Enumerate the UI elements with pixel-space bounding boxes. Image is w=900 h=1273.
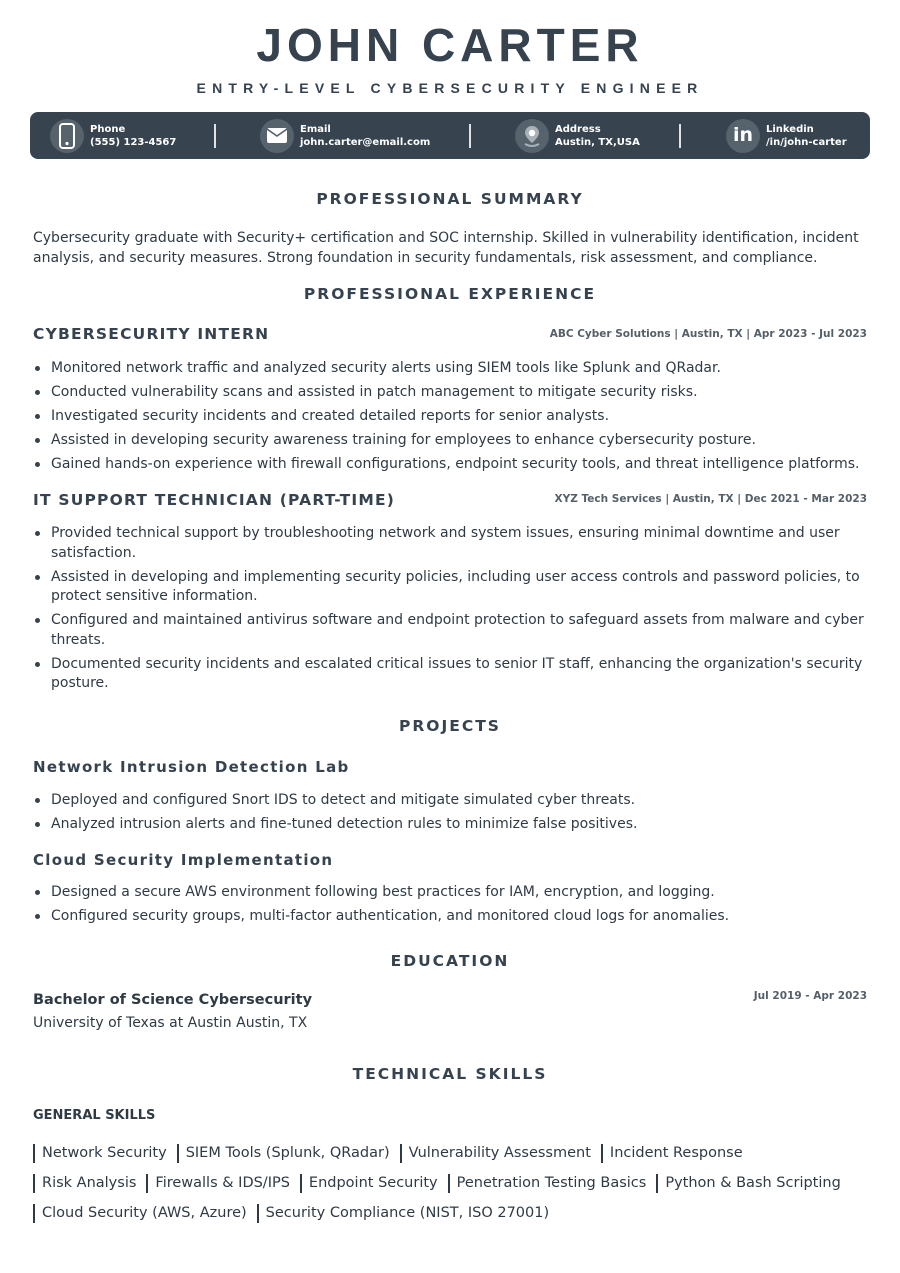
job-title: IT SUPPORT TECHNICIAN (PART-TIME) [33, 491, 396, 509]
job-title: CYBERSECURITY INTERN [33, 325, 270, 343]
skill-tag: SIEM Tools (Splunk, QRadar) [177, 1144, 390, 1163]
list-item: Assisted in developing and implementing security policies, including user access controls and password policies, to protect sensitive information. [33, 568, 878, 607]
phone-icon [50, 119, 84, 153]
skill-tag: Incident Response [601, 1144, 743, 1163]
contact-label: Linkedin [766, 123, 814, 135]
contact-label: Email [300, 123, 331, 135]
education-school: University of Texas at Austin Austin, TX [33, 1015, 308, 1031]
linkedin-icon: in [726, 119, 760, 153]
project-title: Network Intrusion Detection Lab [33, 758, 350, 776]
contact-address [515, 112, 640, 159]
summary-text: Cybersecurity graduate with Security+ certification and SOC internship. Skilled in vulnerability identification, incident analysis, and security measures. Strong foundation in security fundamentals, risk assessment, and compliance. [33, 230, 859, 266]
skill-tag: Security Compliance (NIST, ISO 27001) [257, 1204, 549, 1223]
skill-tag: Python & Bash Scripting [656, 1174, 840, 1193]
education-degree: Bachelor of Science Cybersecurity [33, 992, 313, 1008]
location-icon [515, 119, 549, 153]
skill-tag: Risk Analysis [33, 1174, 136, 1193]
skill-tag: Firewalls & IDS/IPS [146, 1174, 290, 1193]
skills-row [33, 1204, 559, 1223]
section-title-experience: PROFESSIONAL EXPERIENCE [303, 285, 597, 303]
job-bullets [33, 524, 878, 698]
section-title-projects: PROJECTS [399, 717, 501, 735]
contact-linkedin [726, 112, 847, 159]
contact-email [260, 112, 430, 159]
list-item: Configured and maintained antivirus software and endpoint protection to safeguard assets from malware and cyber threats. [33, 611, 878, 650]
list-item: Investigated security incidents and created detailed reports for senior analysts. [33, 407, 878, 427]
contact-bar [30, 112, 870, 159]
list-item: Documented security incidents and escalated critical issues to senior IT staff, enhancing the organization's security posture. [33, 655, 878, 694]
job-meta: XYZ Tech Services | Austin, TX | Dec 2021 - Mar 2023 [554, 493, 867, 505]
project-bullets [33, 883, 878, 931]
skill-tag: Vulnerability Assessment [400, 1144, 591, 1163]
contact-value[interactable]: john.carter@email.com [300, 136, 431, 148]
email-icon [260, 119, 294, 153]
list-item: Gained hands-on experience with firewall configurations, endpoint security tools, and threat intelligence platforms. [33, 455, 878, 475]
job-bullets [33, 359, 878, 479]
skills-label: GENERAL SKILLS [33, 1108, 156, 1123]
skill-tag: Penetration Testing Basics [448, 1174, 647, 1193]
skill-tag: Network Security [33, 1144, 167, 1163]
section-title-summary: PROFESSIONAL SUMMARY [316, 190, 584, 208]
list-item: Designed a secure AWS environment following best practices for IAM, encryption, and logging. [33, 883, 878, 903]
skill-tag: Cloud Security (AWS, Azure) [33, 1204, 247, 1223]
skills-row [33, 1174, 851, 1193]
list-item: Analyzed intrusion alerts and fine-tuned detection rules to minimize false positives. [33, 815, 878, 835]
contact-value: Austin, TX,USA [555, 136, 640, 148]
divider [469, 124, 471, 148]
project-title: Cloud Security Implementation [33, 851, 334, 869]
contact-label: Address [555, 123, 601, 135]
list-item: Assisted in developing security awareness training for employees to enhance cybersecurity posture. [33, 431, 878, 451]
list-item: Provided technical support by troubleshooting network and system issues, ensuring minimal downtime and user satisfaction. [33, 524, 878, 563]
section-title-education: EDUCATION [390, 952, 510, 970]
project-bullets [33, 791, 878, 839]
skills-row [33, 1144, 753, 1163]
contact-value[interactable]: /in/john-carter [766, 136, 847, 148]
contact-label: Phone [90, 123, 126, 135]
candidate-role: ENTRY-LEVEL CYBERSECURITY ENGINEER [196, 80, 704, 96]
list-item: Monitored network traffic and analyzed security alerts using SIEM tools like Splunk and QRadar. [33, 359, 878, 379]
skill-tag: Endpoint Security [300, 1174, 438, 1193]
list-item: Conducted vulnerability scans and assisted in patch management to mitigate security risks. [33, 383, 878, 403]
contact-phone [50, 112, 176, 159]
section-title-skills: TECHNICAL SKILLS [352, 1065, 548, 1083]
divider [679, 124, 681, 148]
education-dates: Jul 2019 - Apr 2023 [753, 990, 867, 1002]
job-meta: ABC Cyber Solutions | Austin, TX | Apr 2023 - Jul 2023 [549, 328, 867, 340]
candidate-name: JOHN CARTER [256, 19, 644, 71]
divider [214, 124, 216, 148]
contact-value[interactable]: (555) 123-4567 [90, 136, 177, 148]
list-item: Configured security groups, multi-factor authentication, and monitored cloud logs for anomalies. [33, 907, 878, 927]
list-item: Deployed and configured Snort IDS to detect and mitigate simulated cyber threats. [33, 791, 878, 811]
